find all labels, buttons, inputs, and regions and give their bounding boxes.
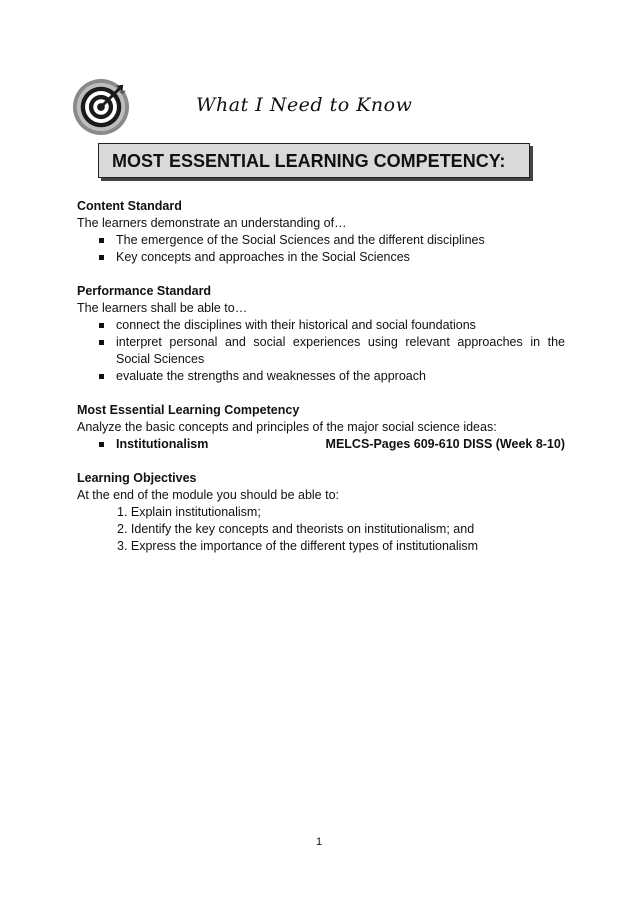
- content-standard-section: [77, 198, 565, 266]
- competency-heading: Most Essential Learning Competency: [77, 403, 300, 417]
- performance-standard-list: [77, 317, 565, 385]
- competency-row: [116, 436, 565, 453]
- list-item: 3. Express the importance of the different types of institutionalism: [117, 539, 479, 553]
- list-item: interpret personal and social experiences using relevant approaches in the Social Sciences: [97, 334, 565, 368]
- objectives-list: [77, 504, 565, 555]
- competency-banner-text: MOST ESSENTIAL LEARNING COMPETENCY:: [112, 151, 506, 171]
- objectives-section: [77, 470, 565, 555]
- competency-intro: Analyze the basic concepts and principles of the major social science ideas:: [77, 420, 497, 434]
- competency-reference: MELCS-Pages 609-610 DISS (Week 8-10): [325, 437, 565, 451]
- list-item: evaluate the strengths and weaknesses of the approach: [97, 368, 565, 385]
- competency-section: [77, 402, 565, 453]
- content-standard-list: [77, 232, 565, 266]
- list-item: The emergence of the Social Sciences and the different disciplines: [97, 232, 565, 249]
- performance-standard-heading: Performance Standard: [77, 284, 212, 298]
- list-item: 1. Explain institutionalism;: [117, 505, 261, 519]
- content-standard-intro: The learners demonstrate an understanding of…: [77, 216, 347, 230]
- target-icon: [72, 78, 130, 136]
- competency-topic: Institutionalism: [116, 437, 209, 451]
- performance-standard-section: [77, 283, 565, 385]
- page-number: 1: [315, 836, 323, 848]
- section-title: What I Need to Know: [196, 94, 413, 116]
- content-standard-heading: Content Standard: [77, 199, 182, 213]
- list-item: connect the disciplines with their historical and social foundations: [97, 317, 565, 334]
- list-item: Key concepts and approaches in the Social Sciences: [97, 249, 565, 266]
- objectives-intro: At the end of the module you should be able to:: [77, 488, 339, 502]
- list-item: [97, 436, 565, 453]
- main-content: [77, 198, 565, 572]
- list-item: 2. Identify the key concepts and theorists on institutionalism; and: [117, 522, 475, 536]
- objectives-heading: Learning Objectives: [77, 471, 197, 485]
- performance-standard-intro: The learners shall be able to…: [77, 301, 248, 315]
- competency-list: [77, 436, 565, 453]
- competency-banner: [98, 143, 530, 178]
